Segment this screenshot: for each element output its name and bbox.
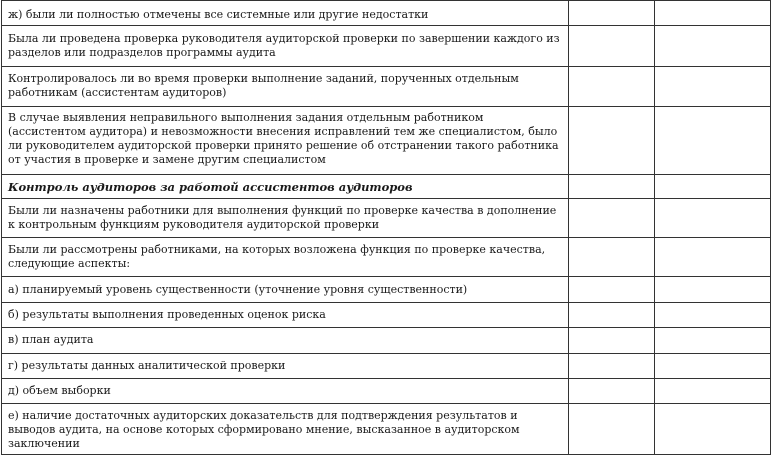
question-cell: е) наличие достаточных аудиторских доказательств для подтверждения результатов и выводов аудита, на основе которых сформировано мнение, высказанное в аудиторском заключении bbox=[2, 404, 569, 455]
answer-cell-no[interactable] bbox=[655, 238, 771, 277]
answer-cell-yes[interactable] bbox=[569, 67, 655, 107]
question-cell: Были ли назначены работники для выполнения функций по проверке качества в дополнение к контрольным функциям руководителя аудиторской проверки bbox=[2, 199, 569, 238]
answer-cell-no[interactable] bbox=[655, 199, 771, 238]
table-row bbox=[2, 107, 771, 175]
question-cell: б) результаты выполнения проведенных оценок риска bbox=[2, 303, 569, 328]
table-row bbox=[2, 404, 771, 455]
table-row bbox=[2, 379, 771, 404]
answer-cell-yes[interactable] bbox=[569, 26, 655, 67]
table-row bbox=[2, 199, 771, 238]
answer-cell-no[interactable] bbox=[655, 379, 771, 404]
question-cell: а) планируемый уровень существенности (уточнение уровня существенности) bbox=[2, 277, 569, 303]
answer-cell-no[interactable] bbox=[655, 328, 771, 354]
answer-cell-yes[interactable] bbox=[569, 404, 655, 455]
answer-cell-yes[interactable] bbox=[569, 1, 655, 26]
answer-cell-yes[interactable] bbox=[569, 328, 655, 354]
answer-cell-yes[interactable] bbox=[569, 354, 655, 379]
table-row bbox=[2, 238, 771, 277]
table-row bbox=[2, 354, 771, 379]
answer-cell-yes[interactable] bbox=[569, 199, 655, 238]
table-row bbox=[2, 328, 771, 354]
answer-cell-no[interactable] bbox=[655, 1, 771, 26]
answer-cell-no[interactable] bbox=[655, 26, 771, 67]
answer-cell-yes[interactable] bbox=[569, 277, 655, 303]
question-cell: Контролировалось ли во время проверки выполнение заданий, порученных отдельным работникам (ассистентам аудиторов) bbox=[2, 67, 569, 107]
section-header-row bbox=[2, 175, 771, 199]
section-heading: Контроль аудиторов за работой ассистентов аудиторов bbox=[2, 175, 569, 199]
table-row bbox=[2, 303, 771, 328]
answer-cell-no[interactable] bbox=[655, 303, 771, 328]
answer-cell-no[interactable] bbox=[655, 277, 771, 303]
answer-cell-yes[interactable] bbox=[569, 379, 655, 404]
answer-cell-no[interactable] bbox=[655, 404, 771, 455]
answer-cell-no[interactable] bbox=[655, 107, 771, 175]
table-row bbox=[2, 1, 771, 26]
table-row bbox=[2, 277, 771, 303]
question-cell: д) объем выборки bbox=[2, 379, 569, 404]
question-cell: Были ли рассмотрены работниками, на которых возложена функция по проверке качества, следующие аспекты: bbox=[2, 238, 569, 277]
question-cell: в) план аудита bbox=[2, 328, 569, 354]
question-cell: Была ли проведена проверка руководителя аудиторской проверки по завершении каждого из разделов или подразделов программы аудита bbox=[2, 26, 569, 67]
answer-cell-yes[interactable] bbox=[569, 238, 655, 277]
table-row bbox=[2, 67, 771, 107]
audit-checklist-table bbox=[1, 0, 771, 455]
answer-cell-no[interactable] bbox=[655, 67, 771, 107]
question-cell: ж) были ли полностью отмечены все системные или другие недостатки bbox=[2, 1, 569, 26]
answer-cell-yes[interactable] bbox=[569, 107, 655, 175]
table-row bbox=[2, 26, 771, 67]
section-cell-blank bbox=[655, 175, 771, 199]
section-cell-blank bbox=[569, 175, 655, 199]
answer-cell-yes[interactable] bbox=[569, 303, 655, 328]
answer-cell-no[interactable] bbox=[655, 354, 771, 379]
question-cell: г) результаты данных аналитической проверки bbox=[2, 354, 569, 379]
question-cell: В случае выявления неправильного выполнения задания отдельным работником (ассистентом аудитора) и невозможности внесения исправлений тем же специалистом, было ли руководителем аудиторской проверки принято решение об отстранении такого работника от участия в проверке и замене другим специалистом bbox=[2, 107, 569, 175]
